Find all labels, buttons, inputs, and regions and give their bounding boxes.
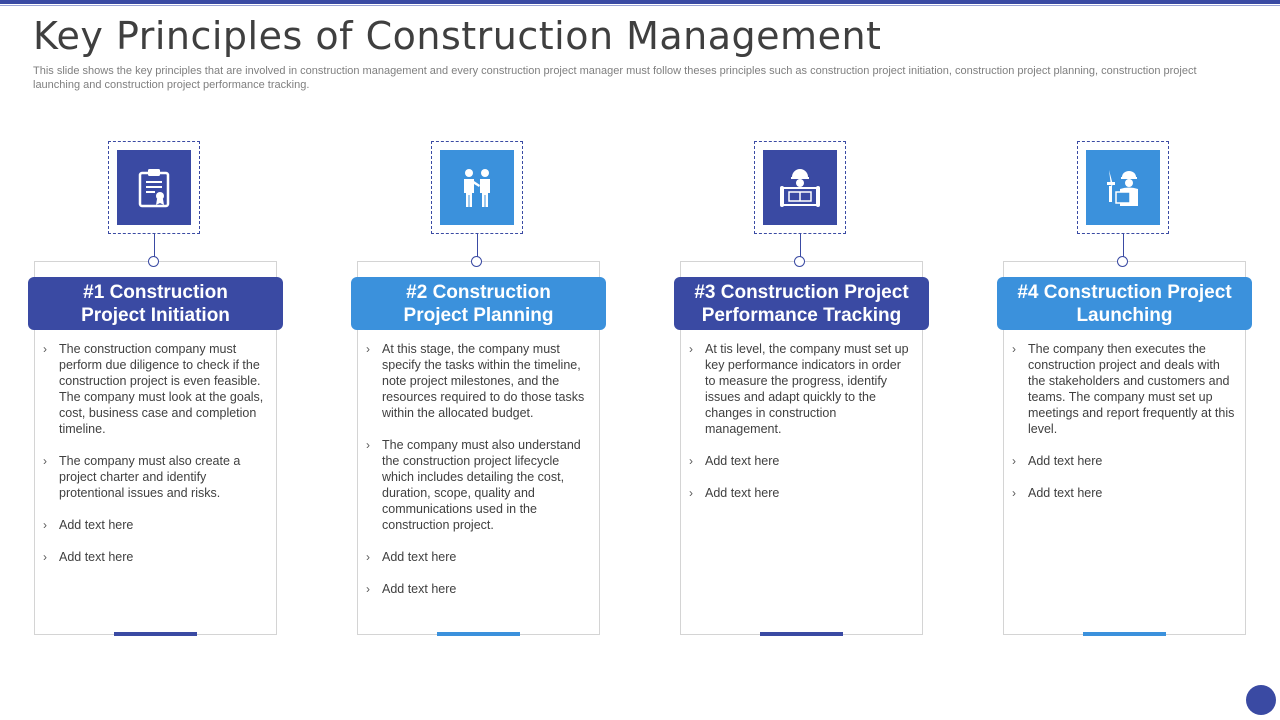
connector-line — [800, 234, 801, 257]
chevron-right-icon: › — [366, 438, 370, 452]
list-item — [43, 517, 268, 533]
principle-list — [43, 341, 268, 581]
slide-subtitle: This slide shows the key principles that are involved in construction management and every construction project manager must follow theses principles such as construction project initiation, construction project planning, construction project launching and construction project performance tracking. — [33, 65, 1197, 91]
principle-list — [689, 341, 914, 517]
card-bottom-bar — [1083, 632, 1166, 636]
principle-column-1 — [28, 140, 284, 640]
list-item — [1012, 485, 1237, 501]
list-item-text: Add text here — [705, 454, 780, 468]
list-item-text: The company must also understand the construction project lifecycle which includes detailing the cost, duration, scope, quality and communications used in the construction project. — [382, 438, 581, 532]
icon-frame — [108, 141, 200, 234]
chevron-right-icon: › — [366, 582, 370, 596]
list-item-text: Add text here — [59, 518, 134, 532]
card-bottom-bar — [437, 632, 520, 636]
icon-frame — [754, 141, 846, 234]
card-bottom-bar — [114, 632, 197, 636]
list-item — [366, 581, 591, 597]
list-item — [1012, 453, 1237, 469]
list-item-text: The company must also create a project charter and identify protentional issues and risks. — [59, 454, 241, 500]
connector-line — [477, 234, 478, 257]
engineer-tools-icon — [1086, 150, 1160, 225]
list-item-text: At tis level, the company must set up key performance indicators in order to measure the progress, identify issues and adapt quickly to the changes in construction management. — [705, 342, 909, 436]
connector-dot — [471, 256, 482, 267]
list-item — [43, 341, 268, 437]
connector-line — [1123, 234, 1124, 257]
chevron-right-icon: › — [366, 342, 370, 356]
list-item-text: Add text here — [1028, 454, 1103, 468]
principle-heading-text: #2 Construction Project Planning — [403, 281, 554, 326]
list-item — [689, 453, 914, 469]
principle-heading — [674, 277, 929, 330]
connector-dot — [1117, 256, 1128, 267]
chevron-right-icon: › — [43, 550, 47, 564]
chevron-right-icon: › — [689, 486, 693, 500]
list-item — [366, 437, 591, 533]
principle-heading-text: #3 Construction Project Performance Tracking — [694, 281, 909, 326]
list-item — [689, 485, 914, 501]
list-item-text: Add text here — [1028, 486, 1103, 500]
list-item-text: Add text here — [382, 550, 457, 564]
two-workers-icon — [440, 150, 514, 225]
chevron-right-icon: › — [1012, 454, 1016, 468]
chevron-right-icon: › — [1012, 486, 1016, 500]
list-item — [689, 341, 914, 437]
list-item-text: Add text here — [382, 582, 457, 596]
icon-frame — [1077, 141, 1169, 234]
principle-heading — [351, 277, 606, 330]
icon-frame — [431, 141, 523, 234]
principle-column-3 — [674, 140, 930, 640]
list-item-text: The construction company must perform due diligence to check if the construction project is even feasible. The company must look at the goals, cost, business case and completion timeline. — [59, 342, 264, 436]
slide-title: Key Principles of Construction Management — [33, 14, 882, 58]
list-item-text: The company then executes the construction project and deals with the stakeholders and customers and teams. The company must set up meetings and report frequently at this level. — [1028, 342, 1235, 436]
chevron-right-icon: › — [1012, 342, 1016, 356]
list-item — [43, 549, 268, 565]
list-item — [43, 453, 268, 501]
principle-heading-text: #4 Construction Project Launching — [1017, 281, 1232, 326]
clipboard-certificate-icon — [117, 150, 191, 225]
principle-list — [1012, 341, 1237, 517]
chevron-right-icon: › — [43, 454, 47, 468]
top-accent-bar — [0, 0, 1280, 4]
list-item — [366, 549, 591, 565]
principle-heading-text: #1 Construction Project Initiation — [81, 281, 230, 326]
list-item — [366, 341, 591, 421]
list-item — [1012, 341, 1237, 437]
connector-dot — [148, 256, 159, 267]
connector-dot — [794, 256, 805, 267]
list-item-text: Add text here — [59, 550, 134, 564]
list-item-text: Add text here — [705, 486, 780, 500]
chevron-right-icon: › — [43, 518, 47, 532]
principle-heading — [997, 277, 1252, 330]
principle-list — [366, 341, 591, 613]
card-bottom-bar — [760, 632, 843, 636]
principle-column-4 — [997, 140, 1253, 640]
engineer-blueprint-icon — [763, 150, 837, 225]
chevron-right-icon: › — [689, 342, 693, 356]
chevron-right-icon: › — [366, 550, 370, 564]
connector-line — [154, 234, 155, 257]
principle-heading — [28, 277, 283, 330]
list-item-text: At this stage, the company must specify the tasks within the timeline, note project milestones, and the resources required to do those tasks within the allocated budget. — [382, 342, 585, 420]
chevron-right-icon: › — [43, 342, 47, 356]
slide-nav-dot[interactable] — [1246, 685, 1276, 715]
principle-column-2 — [351, 140, 607, 640]
chevron-right-icon: › — [689, 454, 693, 468]
